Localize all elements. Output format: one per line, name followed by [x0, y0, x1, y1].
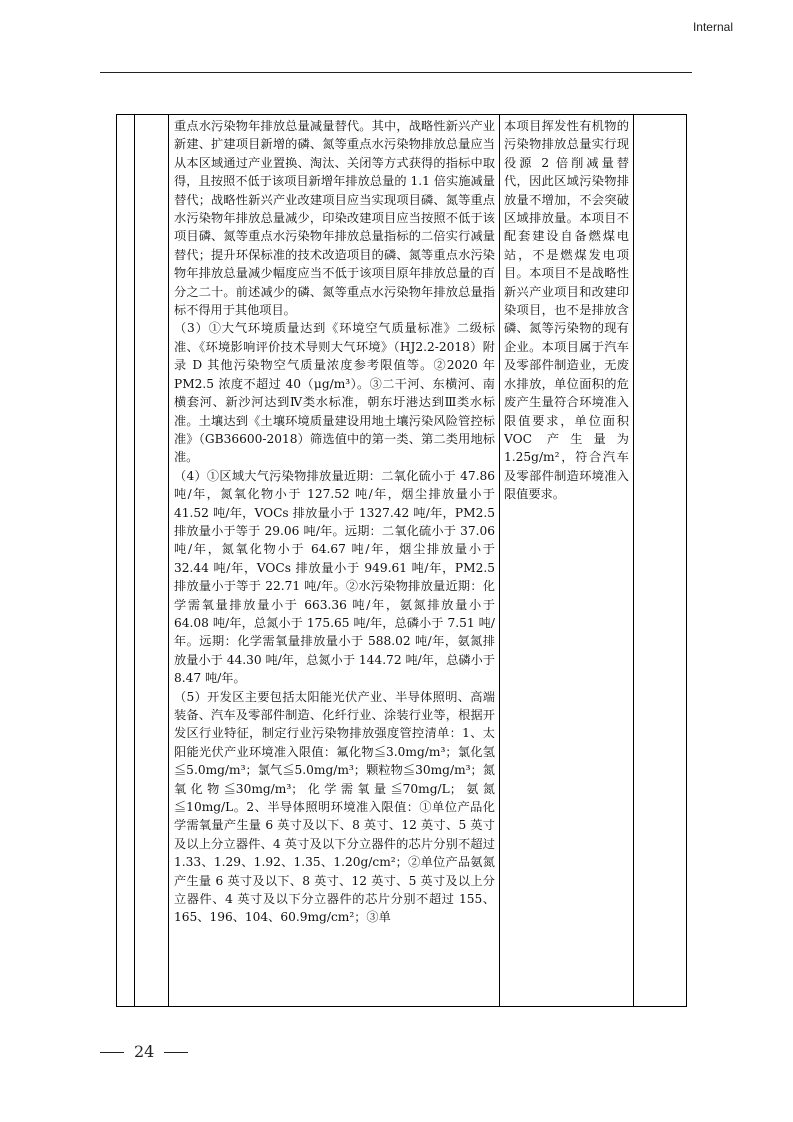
- page-number: 24: [134, 1042, 155, 1061]
- analysis-text: 本项目挥发性有机物的污染物排放总量实行现役源 2 倍削减量替代，因此区域污染物排放量不增加，不会突破区域排放量。本项目不配套建设自备燃煤电站，不是燃煤发电项目。本项目不是战略性新兴产业项目和改建印染项目，也不是排放含磷、氮等污染物的现有企业。本项目属于汽车及零部件制造业，无废水排放，单位面积的危废产生量符合环境准入限值要求，单位面积 VOC 产生量为 1.25g/m²，符合汽车及零部件制造环境准入限值要求。: [504, 119, 629, 502]
- classification-label: Internal: [692, 20, 733, 34]
- requirements-text: [174, 117, 495, 927]
- requirement-paragraph: 重点水污染物年排放总量减量替代。其中，战略性新兴产业新建、扩建项目新增的磷、氮等重点水污染物排放总量应当从本区域通过产业置换、淘汰、关闭等方式获得的指标中取得，且按照不低于该项目新增年排放总量的 1.1 倍实施减量替代；战略性新兴产业改建项目应当实现项目磷、氮等重点水污染物年排放总量减少，印染改建项目应当按照不低于该项目磷、氮等重点水污染物年排放总量指标的二倍实行减量替代；提升环保标准的技术改造项目的磷、氮等重点水污染物年排放总量减少幅度应当不低于该项目原年排放总量的百分之二十。前述减少的磷、氮等重点水污染物年排放总量指标不得用于其他项目。: [174, 119, 495, 318]
- table-col-analysis: [500, 115, 634, 1006]
- page-footer: [100, 1042, 198, 1061]
- requirement-paragraph: （5）开发区主要包括太阳能光伏产业、半导体照明、高端装备、汽车及零部件制造、化纤行业、涂装行业等，根据开发区行业特征，制定行业污染物排放强度管控清单：1、太阳能光伏产业环境准入限值：氟化物≦3.0mg/m³；氯化氢≦5.0mg/m³；氯气≦5.0mg/m³；颗粒物≦30mg/m³；氮氧化物≦30mg/m³；化学需氧量≦70mg/L；氨氮≦10mg/L。2、半导体照明环境准入限值：①单位产品化学需氧量产生量 6 英寸及以下、8 英寸、12 英寸、5 英寸及以上分立器件、4 英寸及以下分立器件的芯片分别不超过 1.33、1.29、1.92、1.35、1.20g/cm²；②单位产品氨氮产生量 6 英寸及以下、8 英寸、12 英寸、5 英寸及以上分立器件、4 英寸及以下分立器件的芯片分别不超过 155、165、196、104、60.9mg/cm²；③单: [174, 689, 495, 925]
- table-col-category: [135, 115, 169, 1006]
- table-col-index: [117, 115, 135, 1006]
- requirement-paragraph: （4）①区域大气污染物排放量近期：二氧化硫小于 47.86 吨/年，氮氧化物小于 127.52 吨/年，烟尘排放量小于 41.52 吨/年，VOCs 排放量小于 1327.42 吨/年，PM2.5 排放量小于等于 29.06 吨/年。远期：二氧化硫小于 37.06 吨/年，氮氧化物小于 64.67 吨/年，烟尘排放量小于 32.44 吨/年，VOCs 排放量小于 949.61 吨/年，PM2.5 排放量小于等于 22.71 吨/年。②水污染物排放量近期：化学需氧量排放量小于 663.36 吨/年，氨氮排放量小于 64.08 吨/年，总氮小于 175.65 吨/年，总磷小于 7.51 吨/年。远期：化学需氧量排放量小于 588.02 吨/年，氨氮排放量小于 44.30 吨/年，总氮小于 144.72 吨/年，总磷小于 8.47 吨/年。: [174, 468, 495, 686]
- assessment-table: [116, 114, 687, 1007]
- table-col-requirements: [169, 115, 500, 1006]
- requirement-paragraph: （3）①大气环境质量达到《环境空气质量标准》二级标准、《环境影响评价技术导则大气环境》（HJ2.2-2018）附录 D 其他污染物空气质量浓度参考限值等。②2020 年 PM2.5 浓度不超过 40（μg/m³）。③二干河、东横河、南横套河、新沙河达到Ⅳ类水标准，朝东圩港达到Ⅲ类水标准。土壤达到《土壤环境质量建设用地土壤污染风险管控标准》（GB36600-2018）筛选值中的第一类、第二类用地标准。: [174, 321, 495, 465]
- header-rule: [100, 72, 692, 73]
- footer-dash-right: [164, 1052, 188, 1053]
- footer-dash-left: [100, 1052, 124, 1053]
- table-col-conclusion: [634, 115, 686, 1006]
